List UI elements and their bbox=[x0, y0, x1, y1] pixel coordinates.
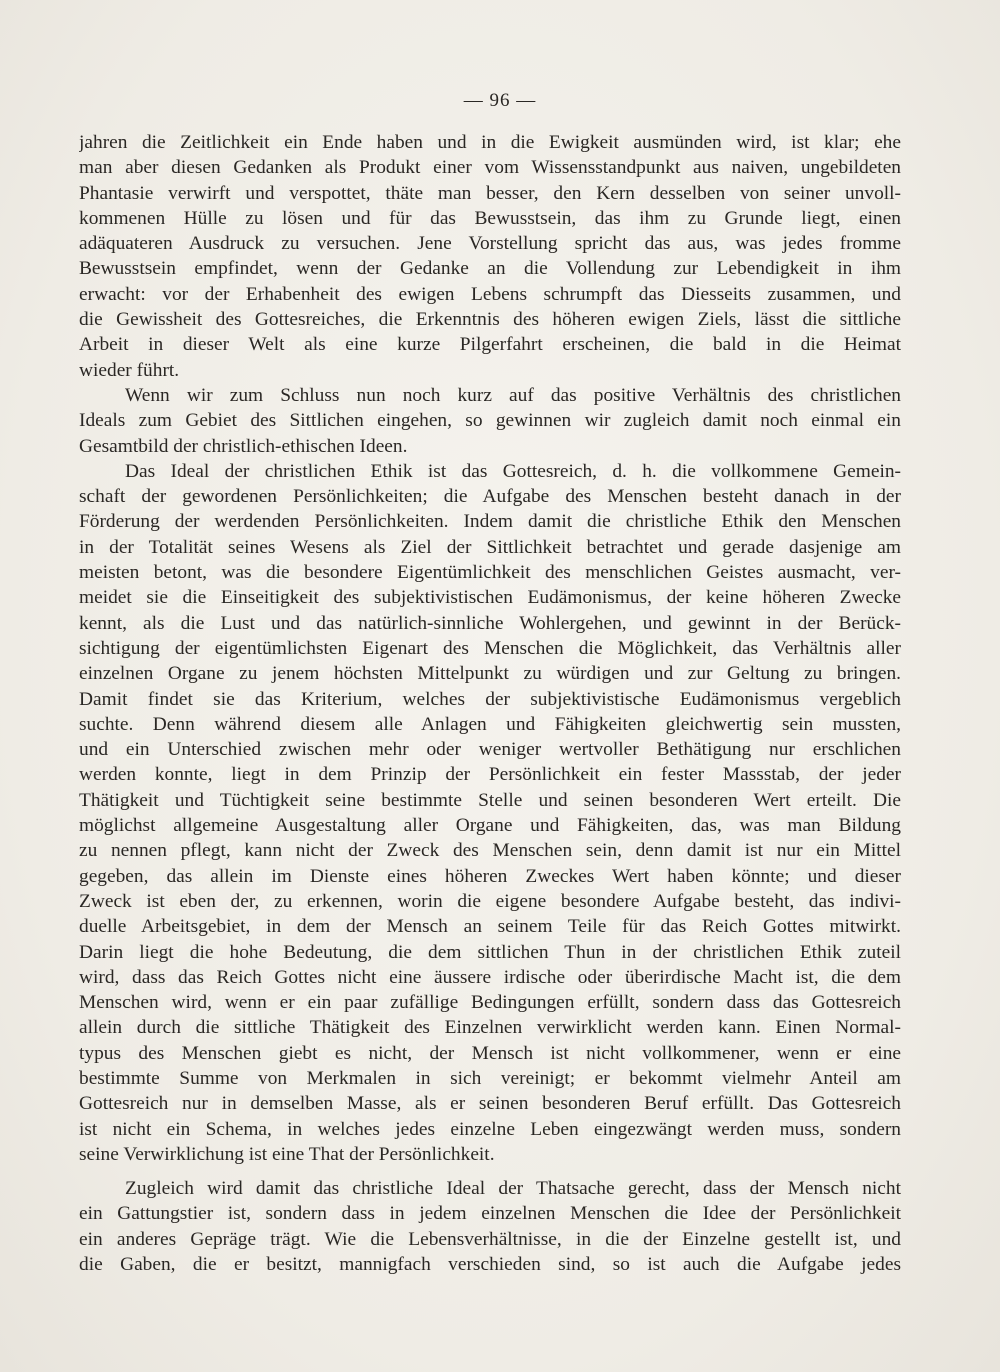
body-text bbox=[79, 130, 901, 1277]
text-line: in der Totalität seines Wesens als Ziel der Sittlichkeit betrachtet und gerade dasjenige am bbox=[79, 536, 901, 558]
text-line: erwacht: vor der Erhabenheit des ewigen Lebens schrumpft das Diesseits zusammen, und bbox=[79, 283, 901, 305]
text-line: duelle Arbeitsgebiet, in dem der Mensch an seinem Teile für das Reich Gottes mitwirkt. bbox=[79, 916, 901, 938]
text-line: adäquateren Ausdruck zu versuchen. Jene Vorstellung spricht das aus, was jedes fromme bbox=[79, 233, 901, 255]
text-line: allein durch die sittliche Thätigkeit des Einzelnen verwirklicht werden kann. Einen Normal- bbox=[79, 1017, 901, 1039]
text-line: bestimmte Summe von Merkmalen in sich vereinigt; er bekommt vielmehr Anteil am bbox=[79, 1067, 901, 1089]
text-line: Menschen wird, wenn er ein paar zufällige Bedingungen erfüllt, sondern dass das Gottesreich bbox=[79, 992, 901, 1014]
text-line: werden konnte, liegt in dem Prinzip der Persönlichkeit ein fester Massstab, der jeder bbox=[79, 764, 901, 786]
text-line: seine Verwirklichung ist eine That der Persönlichkeit. bbox=[79, 1143, 495, 1165]
text-line: einzelnen Organe zu jenem höchsten Mittelpunkt zu würdigen und zur Geltung zu bringen. bbox=[79, 663, 901, 685]
text-line: zu nennen pflegt, kann nicht der Zweck des Menschen sein, denn damit ist nur ein Mittel bbox=[79, 840, 901, 862]
text-line: Zweck ist eben der, zu erkennen, worin die eigene besondere Aufgabe besteht, das indivi- bbox=[79, 890, 901, 912]
text-line: ist nicht ein Schema, in welches jedes einzelne Leben eingezwängt werden muss, sondern bbox=[79, 1118, 901, 1140]
text-line: typus des Menschen giebt es nicht, der Mensch ist nicht vollkommener, wenn er eine bbox=[79, 1042, 901, 1064]
paragraph-gap bbox=[79, 1167, 901, 1176]
text-line: die Gewissheit des Gottesreiches, die Erkenntnis des höheren ewigen Ziels, lässt die sittliche bbox=[79, 309, 901, 331]
text-line: Phantasie verwirft und verspottet, thäte man besser, den Kern desselben von seiner unvoll- bbox=[79, 182, 901, 204]
text-line: ein Gattungstier ist, sondern dass in jedem einzelnen Menschen die Idee der Persönlichkeit bbox=[79, 1203, 901, 1225]
paragraph-first-line: Zugleich wird damit das christliche Ideal der Thatsache gerecht, dass der Mensch nicht bbox=[125, 1178, 901, 1200]
text-line: Förderung der werdenden Persönlichkeiten. Indem damit die christliche Ethik den Menschen bbox=[79, 511, 901, 533]
text-line: gegeben, das allein im Dienste eines höheren Zweckes Wert haben könnte; und dieser bbox=[79, 865, 901, 887]
text-line: kommenen Hülle zu lösen und für das Bewusstsein, das ihm zu Grunde liegt, einen bbox=[79, 207, 901, 229]
text-line: Thätigkeit und Tüchtigkeit seine bestimmte Stelle und seinen besonderen Wert erteilt. Die bbox=[79, 789, 901, 811]
paragraph-first-line: Wenn wir zum Schluss nun noch kurz auf das positive Verhältnis des christlichen bbox=[125, 384, 901, 406]
text-line: meisten betont, was die besondere Eigentümlichkeit des menschlichen Geistes ausmacht, ver- bbox=[79, 562, 901, 584]
text-line: Ideals zum Gebiet des Sittlichen eingehen, so gewinnen wir zugleich damit noch einmal ein bbox=[79, 410, 901, 432]
text-line: Darin liegt die hohe Bedeutung, die dem sittlichen Thun in der christlichen Ethik zuteil bbox=[79, 941, 901, 963]
text-line: Damit findet sie das Kriterium, welches der subjektivistische Eudämonismus vergeblich bbox=[79, 688, 901, 710]
text-line: man aber diesen Gedanken als Produkt einer vom Wissensstandpunkt aus naiven, ungebildeten bbox=[79, 157, 901, 179]
text-line: und ein Unterschied zwischen mehr oder weniger wertvoller Bethätigung nur erschlichen bbox=[79, 739, 901, 761]
text-line: suchte. Denn während diesem alle Anlagen und Fähigkeiten gleichwertig sein mussten, bbox=[79, 713, 901, 735]
text-line: die Gaben, die er besitzt, mannigfach verschieden sind, so ist auch die Aufgabe jedes bbox=[79, 1254, 901, 1276]
text-line: wieder führt. bbox=[79, 359, 180, 381]
page-number: — 96 — bbox=[463, 90, 537, 111]
text-line: sichtigung der eigentümlichsten Eigenart des Menschen die Möglichkeit, das Verhältnis aller bbox=[79, 637, 901, 659]
text-line: Bewusstsein empfindet, wenn der Gedanke an die Vollendung zur Lebendigkeit in ihm bbox=[79, 258, 901, 280]
text-line: schaft der gewordenen Persönlichkeiten; die Aufgabe des Menschen besteht danach in der bbox=[79, 486, 901, 508]
paragraph-first-line: Das Ideal der christlichen Ethik ist das Gottesreich, d. h. die vollkommene Gemein- bbox=[125, 460, 901, 482]
text-line: wird, dass das Reich Gottes nicht eine äussere irdische oder überirdische Macht ist, die dem bbox=[79, 966, 901, 988]
text-line: meidet sie die Einseitigkeit des subjektivistischen Eudämonismus, der keine höheren Zwecke bbox=[79, 587, 901, 609]
text-line: kennt, als die Lust und das natürlich-sinnliche Wohlergehen, und gewinnt in der Berück- bbox=[79, 612, 901, 634]
text-line: Gesamtbild der christlich-ethischen Ideen. bbox=[79, 435, 408, 457]
text-line: ein anderes Gepräge trägt. Wie die Lebensverhältnisse, in die der Einzelne gestellt ist, und bbox=[79, 1228, 901, 1250]
text-line: Arbeit in dieser Welt als eine kurze Pilgerfahrt erscheinen, die bald in die Heimat bbox=[79, 334, 901, 356]
text-line: Gottesreich nur in demselben Masse, als er seinen besonderen Beruf erfüllt. Das Gottesreich bbox=[79, 1093, 901, 1115]
text-line: jahren die Zeitlichkeit ein Ende haben und in die Ewigkeit ausmünden wird, ist klar; ehe bbox=[79, 132, 901, 153]
text-line: möglichst allgemeine Ausgestaltung aller Organe und Fähigkeiten, das, was man Bildung bbox=[79, 815, 901, 837]
